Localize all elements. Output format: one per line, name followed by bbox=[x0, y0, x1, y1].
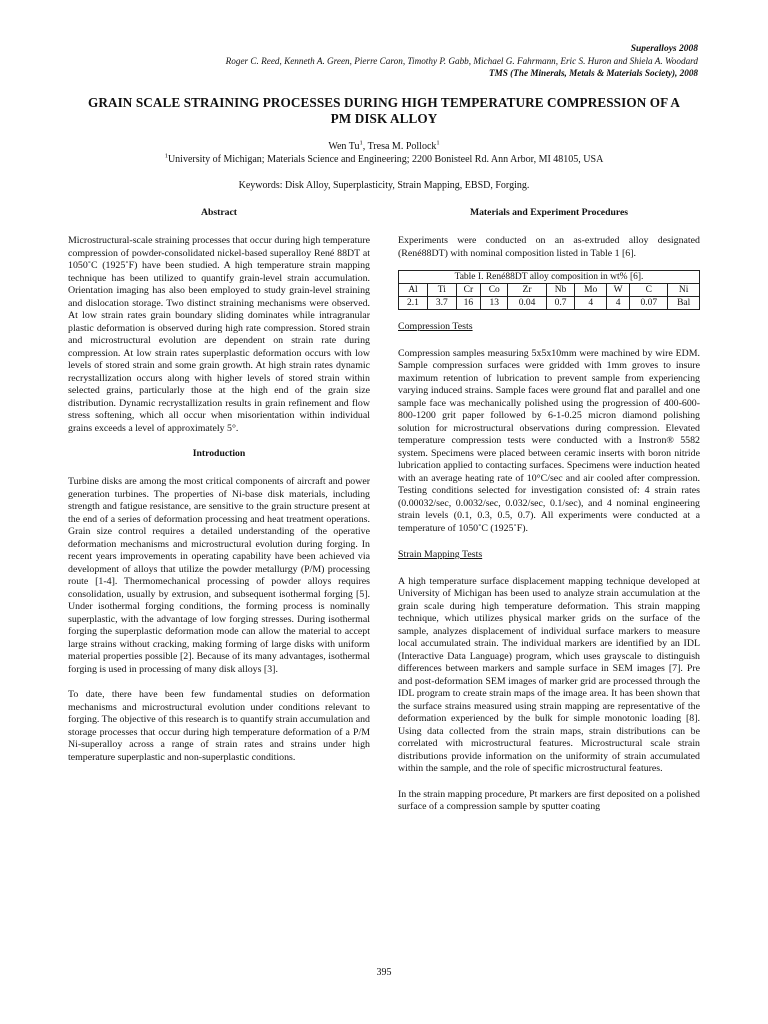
table-cell: 4 bbox=[575, 297, 606, 310]
strain-mapping-paragraph-2: In the strain mapping procedure, Pt markers are first deposited on a polished surface of a compression sample by sputter coating bbox=[398, 788, 700, 812]
affiliation-mark: 1 bbox=[164, 152, 168, 160]
section-spacer bbox=[68, 435, 370, 448]
affiliation bbox=[70, 153, 698, 166]
table-cell: 3.7 bbox=[427, 297, 456, 310]
author-block bbox=[70, 140, 698, 166]
table-value-row bbox=[399, 297, 700, 310]
materials-paragraph: Experiments were conducted on an as-extruded alloy designated (René88DT) with nominal composition listed in Table 1 [6]. bbox=[398, 235, 700, 259]
paragraph-spacer bbox=[68, 676, 370, 689]
composition-table bbox=[398, 270, 700, 310]
keywords-line: Keywords: Disk Alloy, Superplasticity, Strain Mapping, EBSD, Forging. bbox=[238, 180, 530, 191]
table-header-cell: Nb bbox=[546, 284, 575, 297]
table-header-row bbox=[399, 284, 700, 297]
paper-title bbox=[70, 95, 698, 127]
table-header-cell: W bbox=[606, 284, 629, 297]
table-header-cell: Mo bbox=[575, 284, 606, 297]
introduction-paragraph-2: To date, there have been few fundamental studies on deformation mechanisms and microstructural evolution under conditions relevant to forging. The objective of this research is to quantify strain accumulation and storage processes that occur during high temperature deformation of a P/M Ni-superalloy across a range of strain rates and strains under high temperature superplastic and non-superplastic conditions. bbox=[68, 689, 370, 763]
table-cell: 13 bbox=[481, 297, 508, 310]
conference-name: Superalloys 2008 bbox=[630, 44, 698, 54]
affiliation-text: University of Michigan; Materials Science and Engineering; 2200 Bonisteel Rd. Ann Arbor, MI 48105, USA bbox=[167, 154, 604, 165]
author-1-affiliation-mark: 1 bbox=[359, 139, 363, 147]
table-header-cell: Cr bbox=[456, 284, 480, 297]
strain-mapping-paragraph-1: A high temperature surface displacement mapping technique developed at University of Michigan has been used to analyze strain accumulation at the grain scale during high temperature deformation. This strain mapping technique, which utilizes physical marker grids on the surface of the sample, analyzes displacement of individual surface markers to measure local accumulated strain. The individual markers are identified by an IDL (Interactive Data Language) program, which uses grayscale to distinguish differences between markers and sample surface in SEM images [7]. Pre and post-deformation SEM images of marker grid are processed through the IDL program to create strain maps of the image area. It has been shown that the surface strains measured using strain mapping are representative of the deformation experienced by the bulk for simple monotonic loading [8]. Using data collected from the strain maps, strain distributions can be correlated with microstructural features. Microstructural scale strain distributions provide information on the uniformity of strain accumulated within the sample, and the role of specific microstructural features. bbox=[398, 575, 700, 774]
paragraph-spacer bbox=[398, 776, 700, 789]
title-line-2: PM DISK ALLOY bbox=[330, 111, 438, 126]
table-cell: Bal bbox=[668, 297, 700, 310]
table-header-cell: Ti bbox=[427, 284, 456, 297]
right-column bbox=[398, 207, 700, 814]
compression-tests-heading: Compression Tests bbox=[398, 321, 473, 332]
introduction-paragraph-1: Turbine disks are among the most critical components of aircraft and power generation turbines. The properties of Ni-base disk materials, including strength and fatigue resistance, are sensitive to the grain structure present at the end of a series of deformation processing and heat treatment operations. Grain size control requires a detailed understanding of the operative deformation mechanisms and microstructural evolution during forging. In recent years improvements in operating capability have been achieved via development of alloys that utilize the powder metallurgy (P/M) processing route [1-4]. Thermomechanical processing of powder alloys requires consolidation, usually by extrusion, and subsequent isothermal forging [5]. Under isothermal forging conditions, the forming process is nominally superplastic, with the advantage of low forging stresses. During isothermal forging the superplastic deformation mode can allow the material to accept large strains without cracking, making forming of large disks with uniform material properties possible [2]. Because of its many advantages, isothermal forging is used in processing of many disk alloys [3]. bbox=[68, 476, 370, 675]
paragraph-spacer bbox=[398, 260, 700, 270]
table-cell: 4 bbox=[606, 297, 629, 310]
author-2: Tresa M. Pollock bbox=[367, 141, 437, 152]
left-column bbox=[68, 207, 370, 764]
editors-line: Roger C. Reed, Kenneth A. Green, Pierre Caron, Timothy P. Gabb, Michael G. Fahrmann, Eric S. Huron and Shiela A. Woodard bbox=[225, 56, 698, 66]
publisher-line: TMS (The Minerals, Metals & Materials Society), 2008 bbox=[488, 68, 698, 78]
materials-heading: Materials and Experiment Procedures bbox=[469, 207, 629, 218]
table-cell: 2.1 bbox=[399, 297, 428, 310]
table-header-cell: C bbox=[630, 284, 668, 297]
introduction-heading: Introduction bbox=[192, 448, 246, 459]
table-cell: 0.04 bbox=[508, 297, 546, 310]
proceedings-header bbox=[226, 43, 698, 79]
section-spacer bbox=[398, 535, 700, 549]
table-cell: 16 bbox=[456, 297, 480, 310]
table-cell: 0.07 bbox=[630, 297, 668, 310]
table-cell: 0.7 bbox=[546, 297, 575, 310]
author-names bbox=[70, 140, 698, 153]
compression-tests-paragraph: Compression samples measuring 5x5x10mm were machined by wire EDM. Sample compression surfaces were gridded with 1mm groves to insure maximum retention of lubrication to prevent sample from experiencing varying induced strains. Sample faces were ground flat and parallel and one sample face was mechanically polished using the progression of 400-600-800-1200 grit paper followed by 6-1-0.25 micron diamond polishing solution for microstructural observations during compression. Elevated temperature compression tests were conducted with a Instron® 5582 system. Specimens were placed between ceramic inserts with boron nitride lubrication applied to contacting surfaces. Specimens were induction heated with an average heating rate of 10°C/sec and air cooled after compression. Testing conditions selected for investigation consisted of: 4 strain rates (0.00032/sec, 0.0032/sec, 0.032/sec, 0.1/sec), and 4 nominal engineering strain levels (0.1, 0.3, 0.5, 0.7). All experiments were conducted at a temperature of 1050˚C (1925˚F). bbox=[398, 347, 700, 534]
abstract-text: Microstructural-scale straining processes that occur during high temperature compression of powder-consolidated nickel-based superalloy René 88DT at 1050˚C (1925˚F) have been studied. A high temperature strain mapping technique has been utilized to quantify grain-level strain accumulation. Orientation imaging has also been employed to study grain-level straining and dislocation storage. Two distinct straining mechanisms were observed. At low strain rates grain boundary sliding dominates while intragranular plastic deformation is observed during high rate compression. Stored strain and microstructural evolution are dependent on strain rate during compression. At low strain rates superplastic deformation occurs with low levels of stored strain and some grain growth. At high strain rates dynamic recrystallization occurs along with higher levels of stored strain within selected grains, particularly those at the high end of the grain size distribution. Dynamic recrystallization results in grain refinement and flow stress softening, which all occur when misorientation within individual grains exceeds a level of approximately 5°. bbox=[68, 235, 370, 434]
page-number: 395 bbox=[376, 967, 392, 978]
table-header-cell: Ni bbox=[668, 284, 700, 297]
author-2-affiliation-mark: 1 bbox=[436, 139, 440, 147]
author-separator: , bbox=[362, 141, 368, 152]
table-caption: Table I. René88DT alloy composition in wt% [6]. bbox=[399, 271, 700, 284]
title-line-1: GRAIN SCALE STRAINING PROCESSES DURING HIGH TEMPERATURE COMPRESSION OF A bbox=[87, 95, 681, 110]
table-header-cell: Co bbox=[481, 284, 508, 297]
author-1: Wen Tu bbox=[328, 141, 360, 152]
strain-mapping-heading: Strain Mapping Tests bbox=[398, 549, 483, 560]
abstract-heading: Abstract bbox=[200, 207, 238, 218]
table-header-cell: Zr bbox=[508, 284, 546, 297]
table-header-cell: Al bbox=[399, 284, 428, 297]
